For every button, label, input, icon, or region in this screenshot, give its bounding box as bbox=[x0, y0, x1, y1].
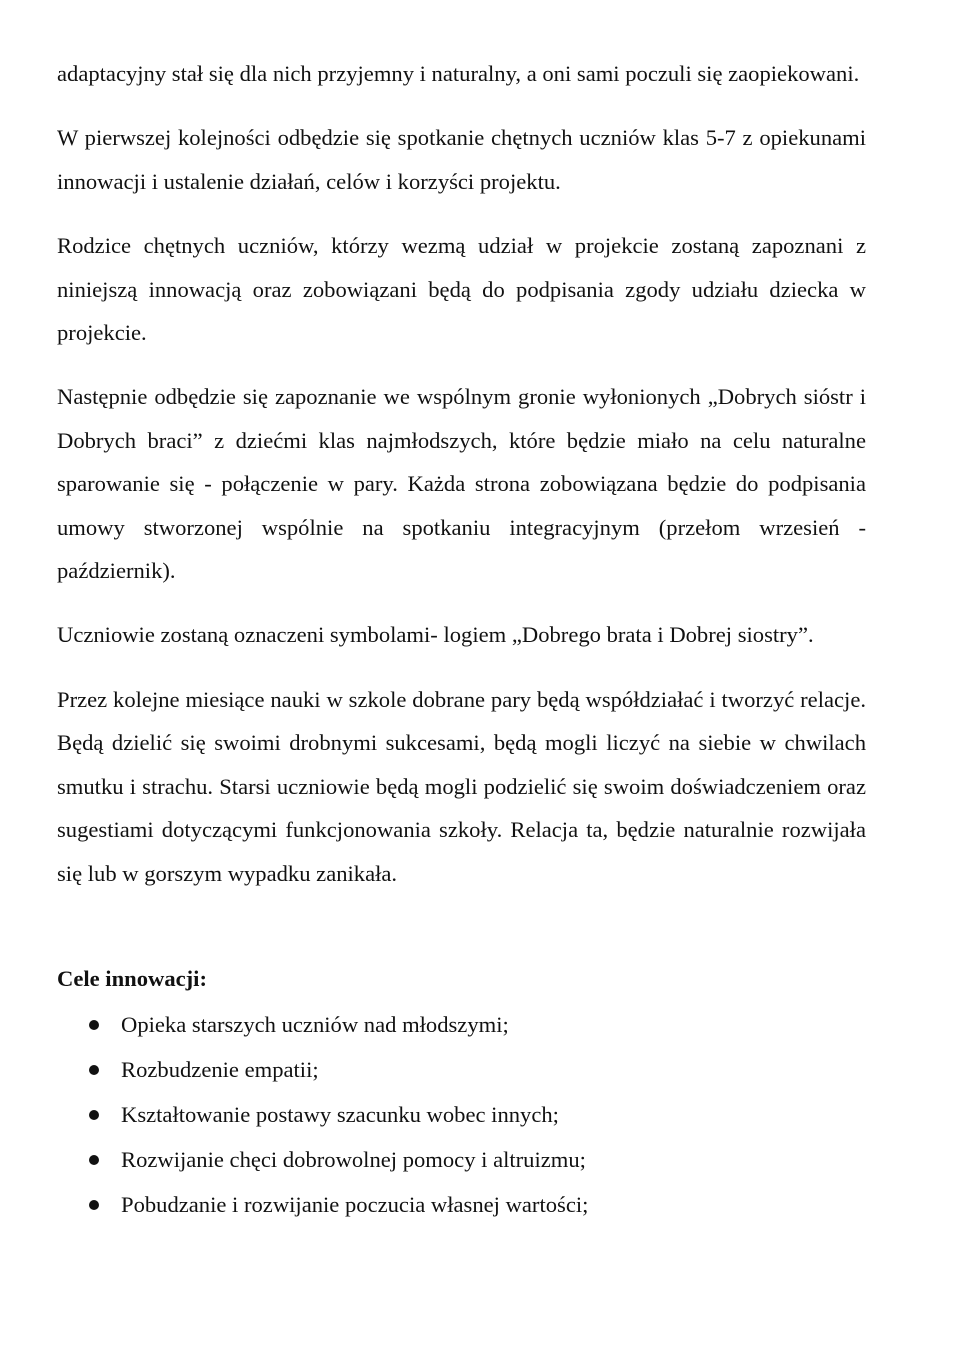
bullet-icon bbox=[89, 1155, 99, 1165]
paragraph-first-meeting: W pierwszej kolejności odbędzie się spotkanie chętnych uczniów klas 5-7 z opiekunami innowacji i ustalenie działań, celów i korzyści projektu. bbox=[57, 125, 866, 194]
goals-list bbox=[57, 1002, 866, 1227]
goals-list-item bbox=[57, 1092, 866, 1137]
goals-list-item bbox=[57, 1137, 866, 1182]
bullet-icon bbox=[89, 1020, 99, 1030]
bullet-icon bbox=[89, 1200, 99, 1210]
goals-list-item-text: Pobudzanie i rozwijanie poczucia własnej wartości; bbox=[121, 1192, 589, 1218]
document-page bbox=[57, 52, 866, 1227]
paragraph-adaptation: adaptacyjny stał się dla nich przyjemny i naturalny, a oni sami poczuli się zaopiekowani. bbox=[57, 61, 860, 86]
bullet-icon bbox=[89, 1110, 99, 1120]
goals-list-item bbox=[57, 1182, 866, 1227]
goals-list-item bbox=[57, 1002, 866, 1047]
goals-heading: Cele innowacji: bbox=[57, 965, 207, 991]
paragraph-introduction: Następnie odbędzie się zapoznanie we wspólnym gronie wyłonionych „Dobrych sióstr i Dobrych braci” z dziećmi klas najmłodszych, które będzie miało na celu naturalne sparowanie się - połączenie w pary. Każda strona zobowiązana będzie do podpisania umowy stworzonej wspólnie na spotkaniu integracyjnym (przełom wrzesień - październik). bbox=[57, 384, 866, 584]
goals-list-item-text: Opieka starszych uczniów nad młodszymi; bbox=[121, 1012, 509, 1038]
goals-list-item-text: Rozbudzenie empatii; bbox=[121, 1057, 319, 1083]
paragraph-parents: Rodzice chętnych uczniów, którzy wezmą udział w projekcie zostaną zapoznani z niniejszą innowacją oraz zobowiązani będą do podpisania zgody udziału dziecka w projekcie. bbox=[57, 233, 866, 346]
goals-list-item-text: Kształtowanie postawy szacunku wobec innych; bbox=[121, 1102, 559, 1128]
paragraph-symbols: Uczniowie zostaną oznaczeni symbolami- logiem „Dobrego brata i Dobrej siostry”. bbox=[57, 622, 814, 648]
paragraph-relations: Przez kolejne miesiące nauki w szkole dobrane pary będą współdziałać i tworzyć relacje. Będą dzielić się swoimi drobnymi sukcesami, będą mogli liczyć na siebie w chwilach smutku i strachu. Starsi uczniowie będą mogli podzielić się swoim doświadczeniem oraz sugestiami dotyczącymi funkcjonowania szkoły. Relacja ta, będzie naturalnie rozwijała się lub w gorszym wypadku zanikała. bbox=[57, 686, 866, 886]
goals-list-item bbox=[57, 1047, 866, 1092]
bullet-icon bbox=[89, 1065, 99, 1075]
goals-list-item-text: Rozwijanie chęci dobrowolnej pomocy i altruizmu; bbox=[121, 1147, 586, 1173]
